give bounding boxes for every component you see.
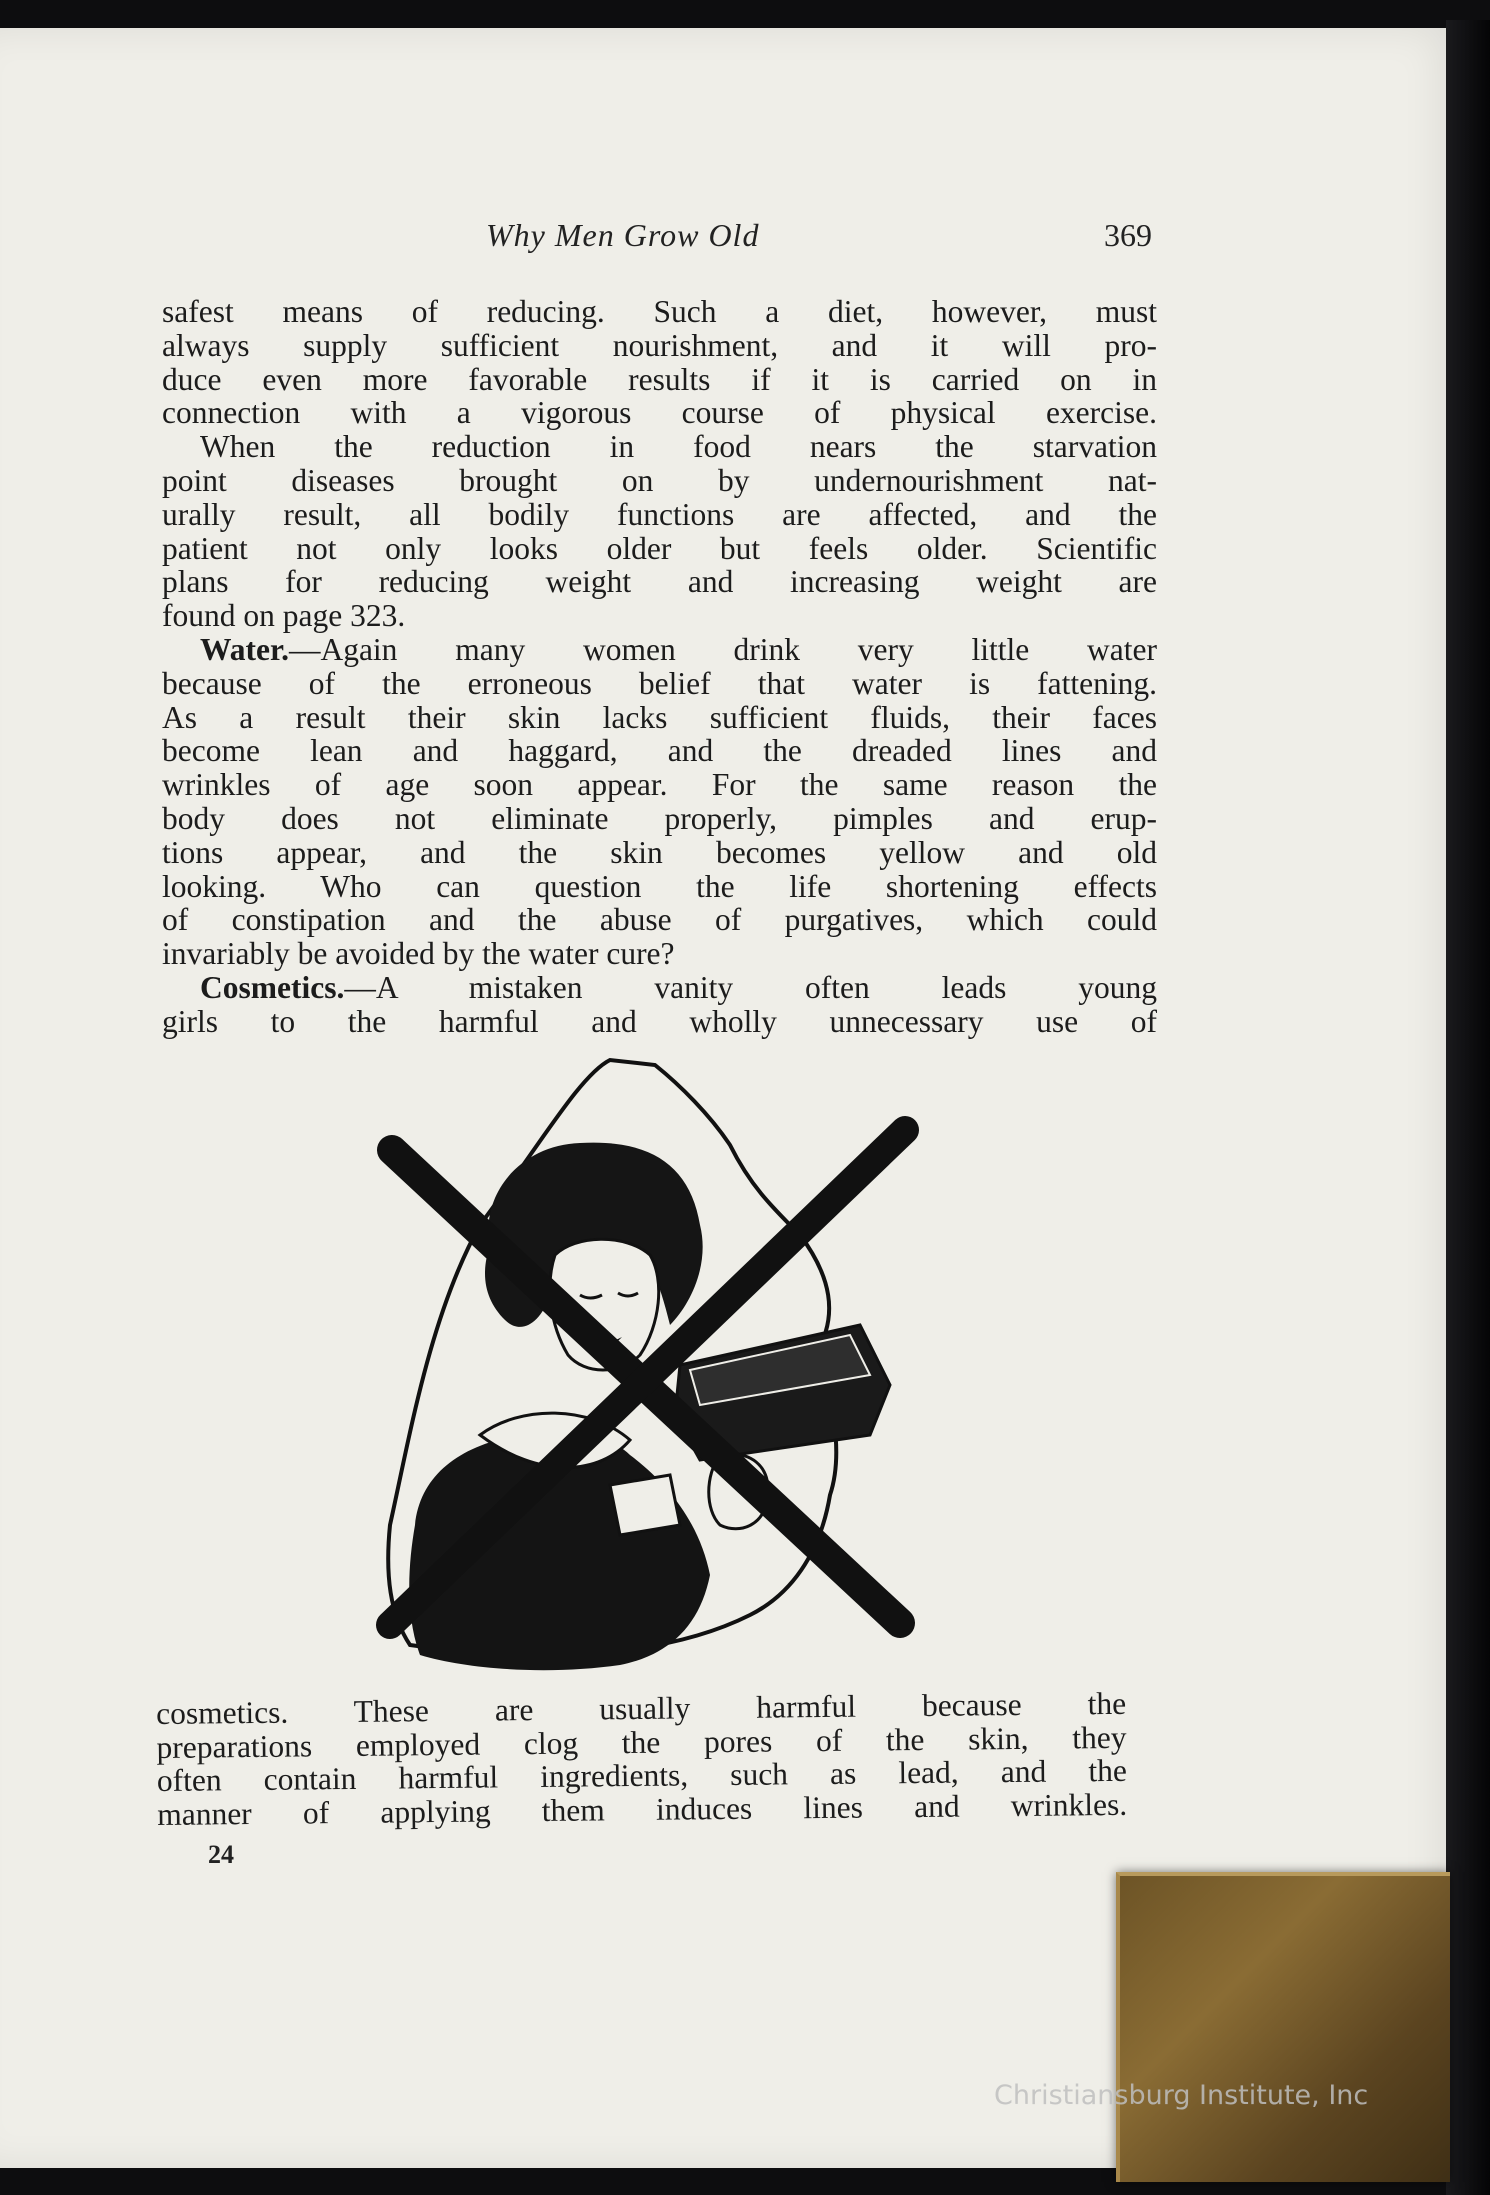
watermark: Christiansburg Institute, Inc: [994, 2080, 1369, 2111]
crossed-out-cosmetics-illustration: [370, 1055, 930, 1695]
text-line: wrinkles of age soon appear. For the same reason the: [162, 767, 1157, 803]
brass-page-clip: [1116, 1872, 1450, 2182]
text-line: looking. Who can question the life shortening effects: [162, 868, 1157, 904]
text-line: found on page 323.: [162, 598, 406, 634]
text-line: of constipation and the abuse of purgatives, which could: [162, 902, 1157, 938]
text-line: because of the erroneous belief that water is fattening.: [162, 665, 1157, 701]
text-line: urally result, all bodily functions are affected, and the: [162, 496, 1157, 532]
text-line: girls to the harmful and wholly unnecessary use of: [162, 1003, 1157, 1039]
text-line: plans for reducing weight and increasing weight are: [162, 564, 1157, 600]
text-run: —Again many women drink very little water: [288, 631, 1157, 667]
text-line: cosmetics. These are usually harmful because the: [155, 1685, 1127, 1731]
text-line: When the reduction in food nears the starvation: [200, 429, 1157, 465]
text-line: often contain harmful ingredients, such as lead, and the: [156, 1752, 1128, 1798]
text-line: always supply sufficient nourishment, and it will pro-: [162, 327, 1157, 363]
text-line: point diseases brought on by undernourishment nat-: [162, 462, 1157, 498]
text-line: As a result their skin lacks sufficient fluids, their faces: [162, 699, 1157, 735]
text-line: patient not only looks older but feels older. Scientific: [162, 530, 1157, 566]
text-line: manner of applying them induces lines and wrinkles.: [157, 1786, 1128, 1832]
section-heading-cosmetics: Cosmetics.: [200, 969, 345, 1005]
text-line: safest means of reducing. Such a diet, however, must: [162, 294, 1157, 329]
section-heading-water: Water.: [200, 631, 289, 667]
lower-text: [156, 1687, 1127, 1831]
text-line: body does not eliminate properly, pimples and erup-: [162, 800, 1157, 836]
text-line: tions appear, and the skin becomes yellow and old: [162, 834, 1157, 870]
running-title: Why Men Grow Old: [486, 217, 760, 253]
text-line: become lean and haggard, and the dreaded lines and: [162, 733, 1157, 769]
text-line: duce even more favorable results if it is carried on in: [162, 361, 1157, 397]
text-line: [162, 633, 1157, 667]
ruffle: [610, 1475, 680, 1535]
signature-mark: 24: [208, 1840, 234, 1869]
text-line: invariably be avoided by the water cure?: [162, 936, 675, 972]
page-number: 369: [1104, 217, 1152, 253]
text-line: preparations employed clog the pores of the skin, they: [156, 1719, 1127, 1765]
text-run: —A mistaken vanity often leads young: [344, 969, 1157, 1005]
text-line: [162, 971, 1157, 1005]
text-line: connection with a vigorous course of physical exercise.: [162, 395, 1157, 431]
body-text: [162, 295, 1157, 1039]
page-edge-shadow: [1446, 20, 1490, 2195]
